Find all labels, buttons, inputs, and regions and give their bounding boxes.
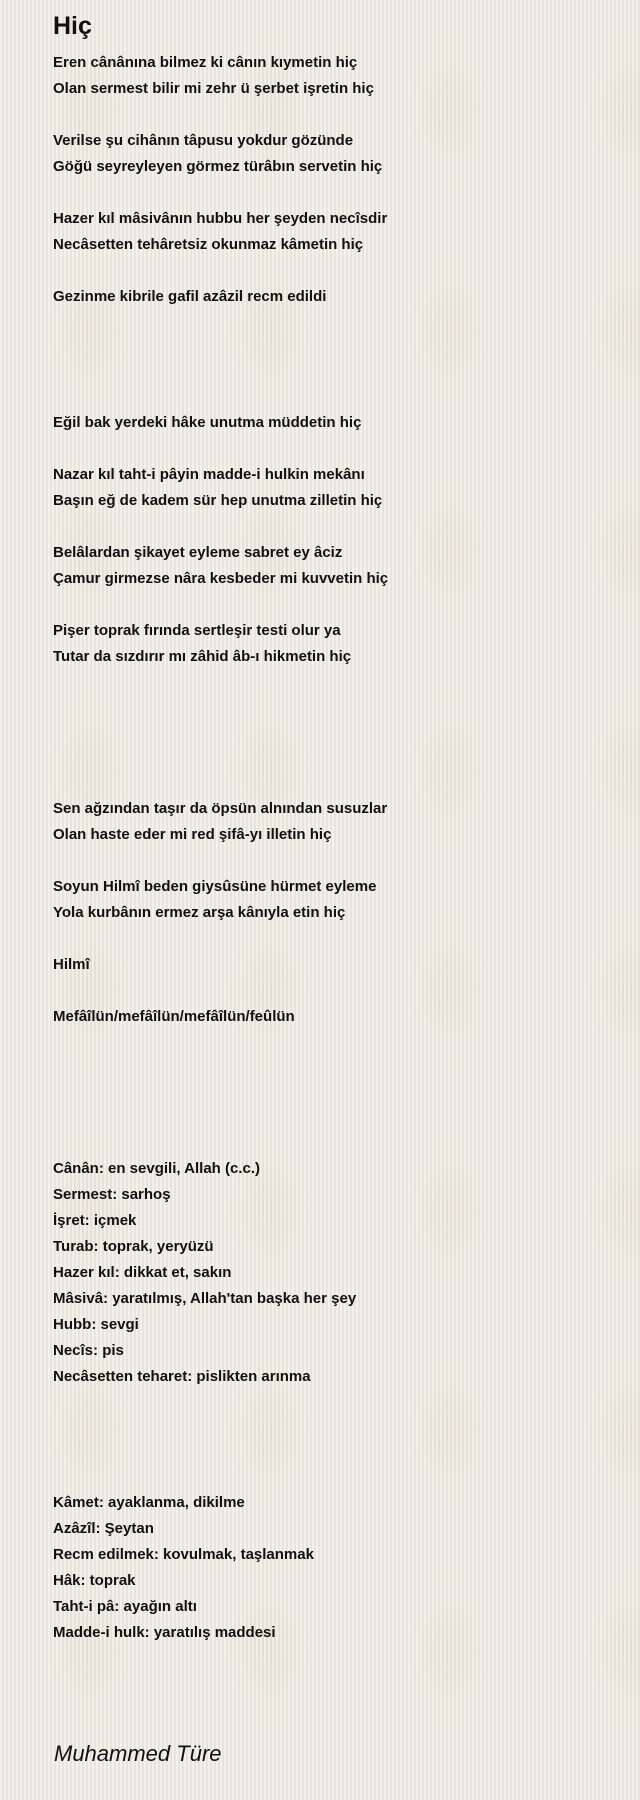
glossary-item: Madde-i hulk: yaratılış maddesi: [53, 1624, 276, 1641]
poem-line: Necâsetten tehâretsiz okunmaz kâmetin hiç: [53, 236, 364, 253]
poem-line: Yola kurbânın ermez arşa kânıyla etin hiç: [53, 904, 346, 921]
poem-line: Soyun Hilmî beden giysûsüne hürmet eyleme: [53, 878, 377, 895]
poem-meter: Mefâîlün/mefâîlün/mefâîlün/feûlün: [53, 1008, 295, 1025]
glossary-item: Azâzîl: Şeytan: [53, 1520, 154, 1537]
poem-line: Olan haste eder mi red şifâ-yı illetin hiç: [53, 826, 332, 843]
poem-line: Gezinme kibrile gafil azâzil recm edildi: [53, 288, 327, 305]
glossary-item: İşret: içmek: [53, 1212, 137, 1229]
glossary-item: Necîs: pis: [53, 1342, 124, 1359]
glossary-item: Hazer kıl: dikkat et, sakın: [53, 1264, 232, 1281]
glossary-item: Cânân: en sevgili, Allah (c.c.): [53, 1160, 260, 1177]
glossary-item: Recm edilmek: kovulmak, taşlanmak: [53, 1546, 314, 1563]
poem-line: Sen ağzından taşır da öpsün alnından susuzlar: [53, 800, 388, 817]
glossary-item: Turab: toprak, yeryüzü: [53, 1238, 214, 1255]
poem-line: Verilse şu cihânın tâpusu yokdur gözünde: [53, 132, 354, 149]
glossary-item: Hâk: toprak: [53, 1572, 136, 1589]
poem-title: Hiç: [53, 12, 92, 40]
glossary-item: Sermest: sarhoş: [53, 1186, 171, 1203]
glossary-item: Necâsetten teharet: pislikten arınma: [53, 1368, 311, 1385]
poem-line: Pişer toprak fırında sertleşir testi olur ya: [53, 622, 341, 639]
glossary-item: Mâsivâ: yaratılmış, Allah'tan başka her şey: [53, 1290, 357, 1307]
poem-line: Eren cânânına bilmez ki cânın kıymetin hiç: [53, 54, 358, 71]
glossary-item: Kâmet: ayaklanma, dikilme: [53, 1494, 245, 1511]
author-name: Muhammed Türe: [54, 1741, 222, 1766]
poem-line: Çamur girmezse nâra kesbeder mi kuvvetin hiç: [53, 570, 389, 587]
poem-line: Olan sermest bilir mi zehr ü şerbet işretin hiç: [53, 80, 374, 97]
poem-line: Başın eğ de kadem sür hep unutma zilletin hiç: [53, 492, 383, 509]
poem-line: Hazer kıl mâsivânın hubbu her şeyden necîsdir: [53, 210, 388, 227]
poem-line: Tutar da sızdırır mı zâhid âb-ı hikmetin hiç: [53, 648, 352, 665]
poem-signature: Hilmî: [53, 956, 90, 973]
poem-line: Belâlardan şikayet eyleme sabret ey âciz: [53, 544, 343, 561]
glossary-item: Hubb: sevgi: [53, 1316, 139, 1333]
poem-line: Nazar kıl taht-i pâyin madde-i hulkin mekânı: [53, 466, 365, 483]
poem-line: Eğil bak yerdeki hâke unutma müddetin hiç: [53, 414, 362, 431]
glossary-item: Taht-i pâ: ayağın altı: [53, 1598, 197, 1615]
poem-line: Göğü seyreyleyen görmez türâbın servetin hiç: [53, 158, 383, 175]
